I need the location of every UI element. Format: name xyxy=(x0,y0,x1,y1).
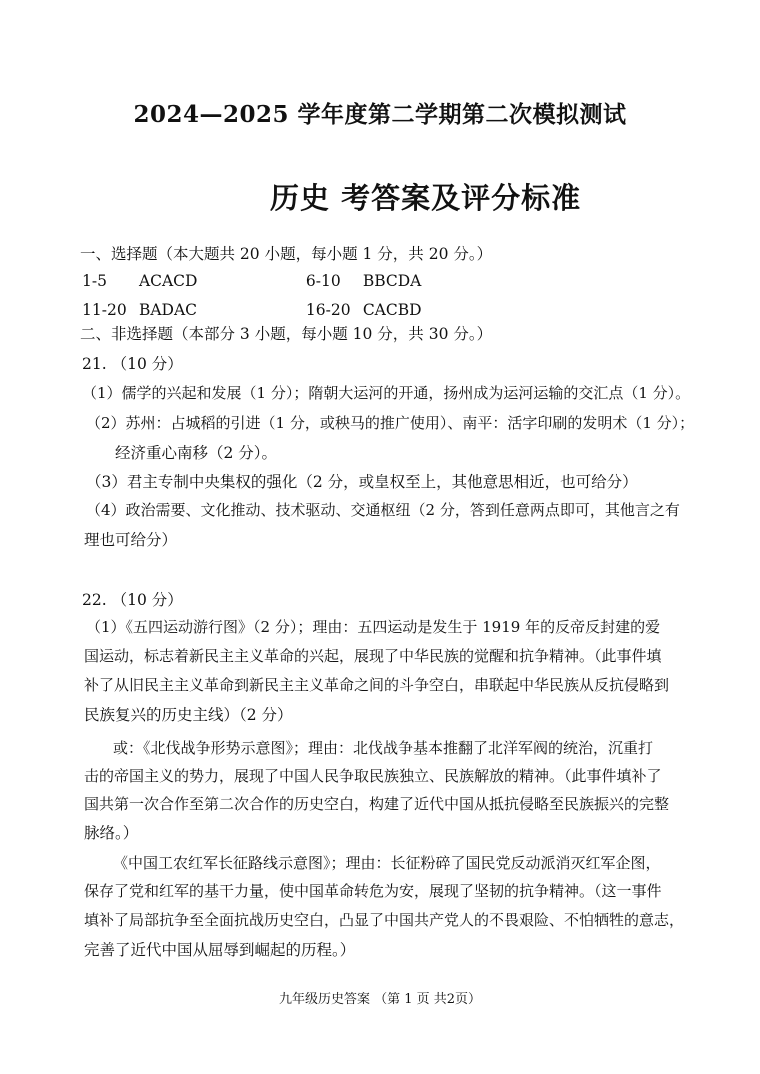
document-title: 2024—2025 学年度第二学期第二次模拟测试 xyxy=(133,101,627,128)
q22-p2-line: 脉络。） xyxy=(84,824,139,842)
q22-p1-line: 民族复兴的历史主线）（2 分） xyxy=(84,706,293,724)
document-subtitle: 历史 考答案及评分标准 xyxy=(270,181,582,215)
q22-p2-line: 或：《北伐战争形势示意图》；理由：北伐战争基本推翻了北洋军阀的统治，沉重打 xyxy=(113,739,654,757)
q22-p3-line: 填补了局部抗争至全面抗战历史空白，凸显了中国共产党人的不畏艰险、不怕牺牲的意志， xyxy=(84,911,685,929)
answer-range: 11-20 xyxy=(82,301,127,319)
q21-answer-2-cont: 经济重心南移（2 分）。 xyxy=(115,444,278,462)
section1-heading: 一、选择题（本大题共 20 小题，每小题 1 分，共 20 分。） xyxy=(80,245,493,263)
q21-answer-2: （2）苏州：占城稻的引进（1 分，或秧马的推广使用）、南平：活字印刷的发明术（1 分）； xyxy=(86,414,695,432)
q22-p3-line: 《中国工农红军长征路线示意图》；理由：长征粉碎了国民党反动派消灭红军企图， xyxy=(113,854,661,872)
q22-p1-line: 国运动，标志着新民主主义革命的兴起，展现了中华民族的觉醒和抗争精神。（此事件填 xyxy=(84,647,662,665)
answer-range: 6-10 xyxy=(305,272,341,290)
q22-header: 22. （10 分） xyxy=(82,591,183,609)
page-footer: 九年级历史答案 （第 1 页 共2页） xyxy=(278,992,482,1007)
q21-answer-4: （4）政治需要、文化推动、技术驱动、交通枢纽（2 分，答到任意两点即可，其他言之有 xyxy=(86,501,680,519)
q22-p2-line: 国共第一次合作至第二次合作的历史空白，构建了近代中国从抵抗侵略至民族振兴的完整 xyxy=(84,795,670,813)
q22-p2-line: 击的帝国主义的势力，展现了中国人民争取民族独立、民族解放的精神。（此事件填补了 xyxy=(84,767,662,785)
q22-p1-line: （1）《五四运动游行图》（2 分）；理由：五四运动是发生于 1919 年的反帝反封建的爱 xyxy=(86,618,661,636)
q22-p3-line: 保存了党和红军的基干力量，使中国革命转危为安，展现了坚韧的抗争精神。（这一事件 xyxy=(84,882,662,900)
answer-value: BBCDA xyxy=(362,272,422,290)
q21-header: 21. （10 分） xyxy=(82,355,183,373)
answer-range: 16-20 xyxy=(305,301,351,319)
q21-answer-3: （3）君主专制中央集权的强化（2 分，或皇权至上，其他意思相近，也可给分） xyxy=(86,473,638,491)
answer-row xyxy=(82,272,421,290)
section2-heading: 二、非选择题（本部分 3 小题，每小题 10 分，共 30 分。） xyxy=(80,325,493,343)
answer-row xyxy=(82,301,422,319)
answer-range: 1-5 xyxy=(82,272,107,290)
answer-value: CACBD xyxy=(362,301,422,319)
q21-answer-4-cont: 理也可给分） xyxy=(84,531,178,549)
q22-p3-line: 完善了近代中国从屈辱到崛起的历程。） xyxy=(84,941,356,959)
answer-value: ACACD xyxy=(138,272,198,290)
q22-p1-line: 补了从旧民主主义革命到新民主主义革命之间的斗争空白，串联起中华民族从反抗侵略到 xyxy=(84,676,670,694)
q21-answer-1: （1）儒学的兴起和发展（1 分）；隋朝大运河的开通，扬州成为运河运输的交汇点（1 分）。 xyxy=(82,384,691,402)
answer-value: BADAC xyxy=(138,301,198,319)
